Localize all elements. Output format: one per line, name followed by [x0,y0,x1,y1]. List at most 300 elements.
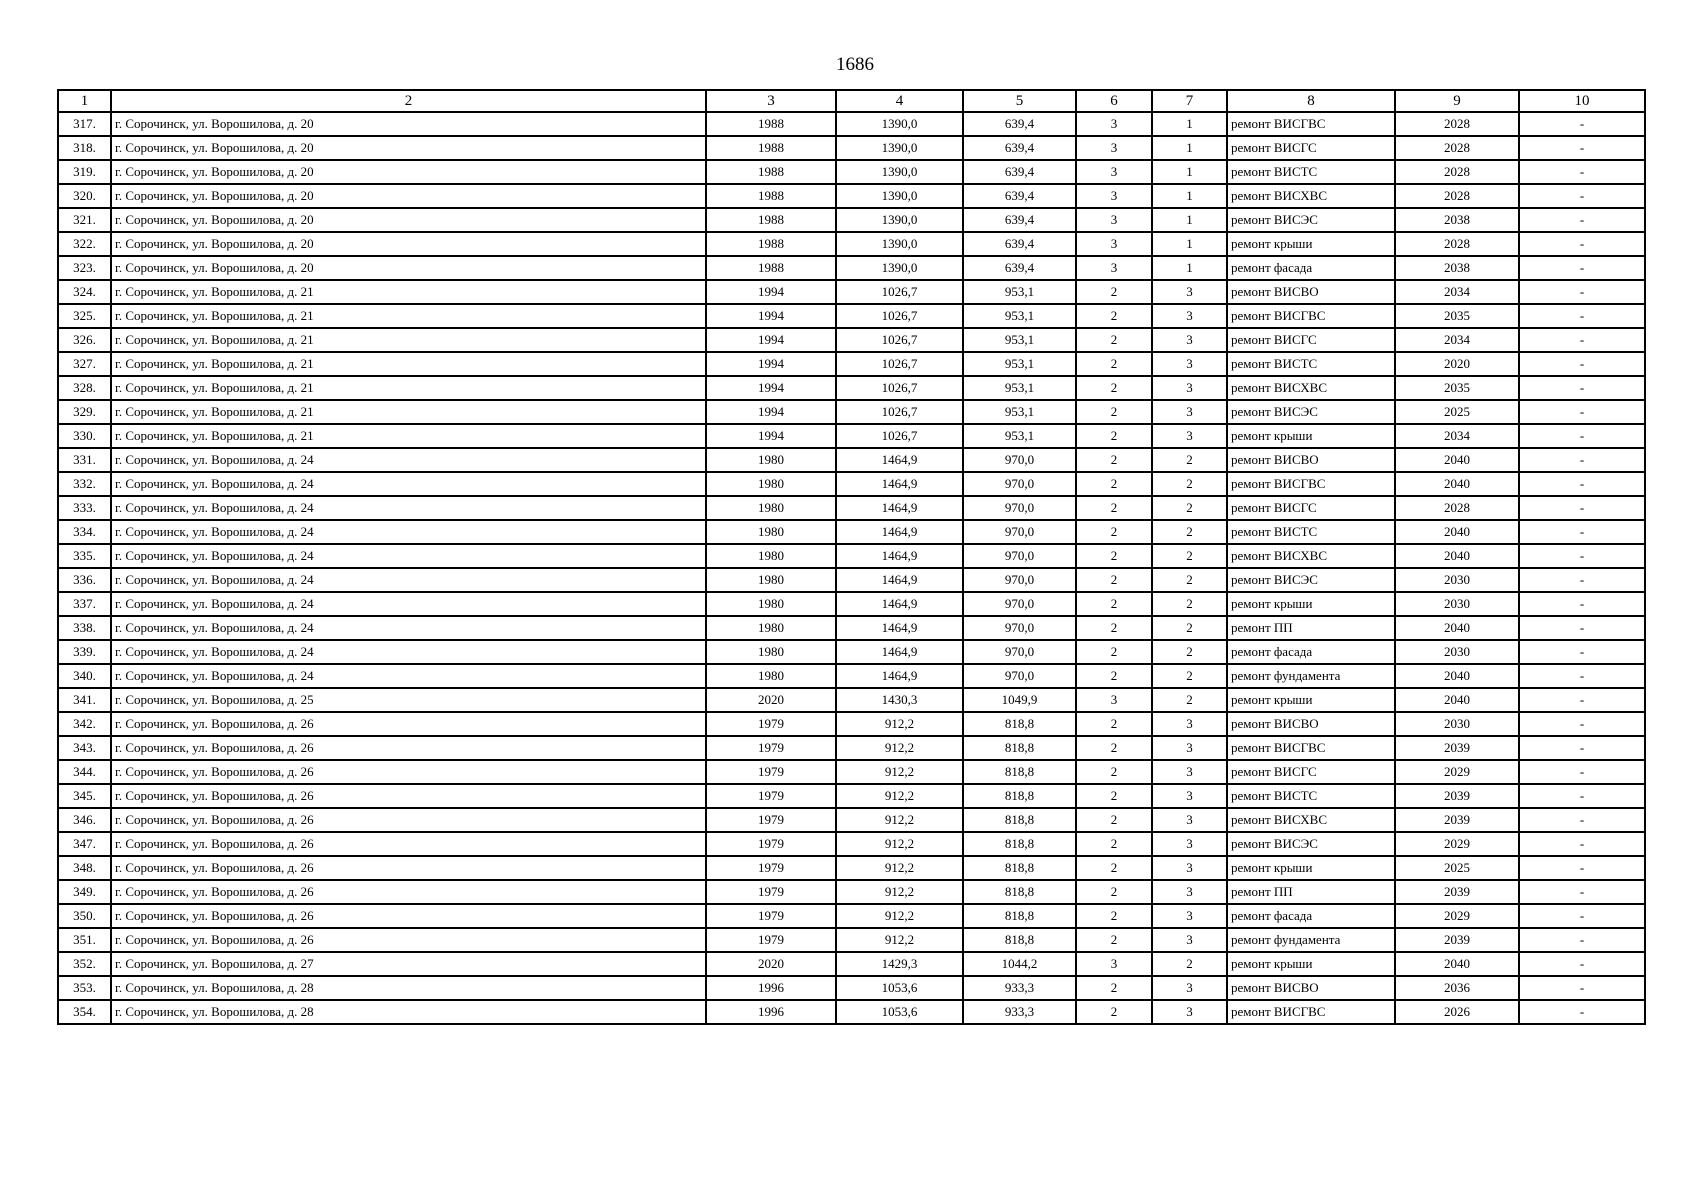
area-living-cell: 639,4 [963,112,1076,136]
note-cell: - [1519,256,1645,280]
entrances-cell: 1 [1152,256,1227,280]
area-living-cell: 639,4 [963,208,1076,232]
area-living-cell: 639,4 [963,160,1076,184]
work-type-cell: ремонт ВИСГВС [1227,1000,1395,1024]
floors-cell: 2 [1076,760,1152,784]
note-cell: - [1519,976,1645,1000]
area-living-cell: 970,0 [963,616,1076,640]
work-type-cell: ремонт ПП [1227,616,1395,640]
area-living-cell: 953,1 [963,280,1076,304]
entrances-cell: 3 [1152,328,1227,352]
table-row [58,400,1645,424]
row-number: 319. [58,160,111,184]
area-total-cell: 1390,0 [836,112,963,136]
table-row [58,640,1645,664]
row-number: 344. [58,760,111,784]
year-cell: 1979 [706,880,836,904]
row-number: 338. [58,616,111,640]
entrances-cell: 1 [1152,184,1227,208]
floors-cell: 3 [1076,160,1152,184]
floors-cell: 2 [1076,1000,1152,1024]
year-cell: 1979 [706,784,836,808]
row-number: 325. [58,304,111,328]
area-total-cell: 1390,0 [836,256,963,280]
area-total-cell: 1390,0 [836,232,963,256]
floors-cell: 3 [1076,952,1152,976]
table-row [58,496,1645,520]
table-header-row [58,90,1645,112]
table-row [58,736,1645,760]
row-number: 323. [58,256,111,280]
work-type-cell: ремонт крыши [1227,232,1395,256]
row-number: 337. [58,592,111,616]
note-cell: - [1519,712,1645,736]
work-type-cell: ремонт ПП [1227,880,1395,904]
address-cell: г. Сорочинск, ул. Ворошилова, д. 26 [111,856,706,880]
row-number: 317. [58,112,111,136]
work-type-cell: ремонт фундамента [1227,664,1395,688]
planned-year-cell: 2029 [1395,832,1519,856]
address-cell: г. Сорочинск, ул. Ворошилова, д. 26 [111,784,706,808]
year-cell: 1988 [706,136,836,160]
area-total-cell: 1464,9 [836,664,963,688]
note-cell: - [1519,568,1645,592]
work-type-cell: ремонт ВИСВО [1227,712,1395,736]
floors-cell: 2 [1076,664,1152,688]
address-cell: г. Сорочинск, ул. Ворошилова, д. 20 [111,184,706,208]
column-header: 8 [1227,90,1395,112]
work-type-cell: ремонт крыши [1227,688,1395,712]
entrances-cell: 2 [1152,592,1227,616]
entrances-cell: 2 [1152,952,1227,976]
address-cell: г. Сорочинск, ул. Ворошилова, д. 20 [111,112,706,136]
floors-cell: 2 [1076,568,1152,592]
year-cell: 1979 [706,904,836,928]
note-cell: - [1519,760,1645,784]
work-type-cell: ремонт ВИСТС [1227,520,1395,544]
address-cell: г. Сорочинск, ул. Ворошилова, д. 26 [111,712,706,736]
year-cell: 1980 [706,664,836,688]
planned-year-cell: 2025 [1395,856,1519,880]
table-row [58,448,1645,472]
entrances-cell: 1 [1152,136,1227,160]
table-row [58,592,1645,616]
row-number: 342. [58,712,111,736]
floors-cell: 2 [1076,592,1152,616]
address-cell: г. Сорочинск, ул. Ворошилова, д. 24 [111,520,706,544]
address-cell: г. Сорочинск, ул. Ворошилова, д. 20 [111,136,706,160]
area-total-cell: 1429,3 [836,952,963,976]
year-cell: 1994 [706,424,836,448]
row-number: 321. [58,208,111,232]
note-cell: - [1519,352,1645,376]
repair-schedule-table [57,89,1646,1025]
area-total-cell: 1464,9 [836,448,963,472]
note-cell: - [1519,208,1645,232]
note-cell: - [1519,328,1645,352]
area-total-cell: 1390,0 [836,136,963,160]
floors-cell: 2 [1076,328,1152,352]
work-type-cell: ремонт ВИСГС [1227,328,1395,352]
planned-year-cell: 2028 [1395,112,1519,136]
area-living-cell: 818,8 [963,784,1076,808]
row-number: 354. [58,1000,111,1024]
area-living-cell: 953,1 [963,424,1076,448]
year-cell: 1994 [706,352,836,376]
floors-cell: 2 [1076,736,1152,760]
column-header: 1 [58,90,111,112]
work-type-cell: ремонт ВИСГС [1227,136,1395,160]
address-cell: г. Сорочинск, ул. Ворошилова, д. 21 [111,424,706,448]
row-number: 329. [58,400,111,424]
planned-year-cell: 2039 [1395,928,1519,952]
planned-year-cell: 2028 [1395,496,1519,520]
area-total-cell: 912,2 [836,880,963,904]
note-cell: - [1519,424,1645,448]
floors-cell: 2 [1076,856,1152,880]
floors-cell: 3 [1076,112,1152,136]
row-number: 328. [58,376,111,400]
planned-year-cell: 2029 [1395,760,1519,784]
area-total-cell: 1464,9 [836,568,963,592]
floors-cell: 2 [1076,448,1152,472]
floors-cell: 3 [1076,256,1152,280]
floors-cell: 3 [1076,136,1152,160]
row-number: 322. [58,232,111,256]
table-row [58,304,1645,328]
note-cell: - [1519,784,1645,808]
area-total-cell: 912,2 [836,712,963,736]
note-cell: - [1519,544,1645,568]
work-type-cell: ремонт ВИСГВС [1227,736,1395,760]
table-row [58,160,1645,184]
area-living-cell: 953,1 [963,376,1076,400]
planned-year-cell: 2040 [1395,952,1519,976]
work-type-cell: ремонт ВИСХВС [1227,376,1395,400]
area-total-cell: 1053,6 [836,976,963,1000]
entrances-cell: 3 [1152,304,1227,328]
row-number: 348. [58,856,111,880]
area-total-cell: 912,2 [836,904,963,928]
area-living-cell: 970,0 [963,640,1076,664]
year-cell: 1979 [706,832,836,856]
area-living-cell: 970,0 [963,472,1076,496]
note-cell: - [1519,832,1645,856]
area-living-cell: 818,8 [963,880,1076,904]
area-living-cell: 953,1 [963,304,1076,328]
row-number: 334. [58,520,111,544]
floors-cell: 2 [1076,376,1152,400]
row-number: 327. [58,352,111,376]
area-total-cell: 912,2 [836,928,963,952]
table-row [58,544,1645,568]
table-row [58,904,1645,928]
work-type-cell: ремонт ВИСТС [1227,160,1395,184]
row-number: 353. [58,976,111,1000]
floors-cell: 2 [1076,640,1152,664]
table-row [58,328,1645,352]
address-cell: г. Сорочинск, ул. Ворошилова, д. 24 [111,448,706,472]
note-cell: - [1519,280,1645,304]
year-cell: 1994 [706,304,836,328]
entrances-cell: 3 [1152,736,1227,760]
address-cell: г. Сорочинск, ул. Ворошилова, д. 21 [111,328,706,352]
area-total-cell: 1464,9 [836,640,963,664]
area-living-cell: 1044,2 [963,952,1076,976]
address-cell: г. Сорочинск, ул. Ворошилова, д. 24 [111,568,706,592]
area-living-cell: 818,8 [963,760,1076,784]
work-type-cell: ремонт ВИСГВС [1227,304,1395,328]
address-cell: г. Сорочинск, ул. Ворошилова, д. 28 [111,1000,706,1024]
year-cell: 1994 [706,400,836,424]
area-total-cell: 912,2 [836,856,963,880]
planned-year-cell: 2026 [1395,1000,1519,1024]
area-total-cell: 1464,9 [836,544,963,568]
floors-cell: 2 [1076,616,1152,640]
note-cell: - [1519,640,1645,664]
address-cell: г. Сорочинск, ул. Ворошилова, д. 21 [111,352,706,376]
note-cell: - [1519,136,1645,160]
table-row [58,760,1645,784]
year-cell: 1979 [706,856,836,880]
planned-year-cell: 2038 [1395,256,1519,280]
table-row [58,520,1645,544]
column-header: 3 [706,90,836,112]
row-number: 318. [58,136,111,160]
area-total-cell: 1026,7 [836,376,963,400]
area-living-cell: 639,4 [963,136,1076,160]
planned-year-cell: 2040 [1395,448,1519,472]
floors-cell: 3 [1076,232,1152,256]
area-total-cell: 1053,6 [836,1000,963,1024]
table-row [58,232,1645,256]
entrances-cell: 1 [1152,112,1227,136]
entrances-cell: 2 [1152,664,1227,688]
year-cell: 1980 [706,640,836,664]
address-cell: г. Сорочинск, ул. Ворошилова, д. 21 [111,376,706,400]
planned-year-cell: 2040 [1395,664,1519,688]
entrances-cell: 2 [1152,520,1227,544]
year-cell: 1988 [706,256,836,280]
table-row [58,424,1645,448]
entrances-cell: 3 [1152,400,1227,424]
table-row [58,880,1645,904]
entrances-cell: 2 [1152,448,1227,472]
work-type-cell: ремонт ВИСХВС [1227,184,1395,208]
note-cell: - [1519,592,1645,616]
table-row [58,1000,1645,1024]
floors-cell: 2 [1076,544,1152,568]
address-cell: г. Сорочинск, ул. Ворошилова, д. 24 [111,496,706,520]
planned-year-cell: 2029 [1395,904,1519,928]
note-cell: - [1519,448,1645,472]
note-cell: - [1519,1000,1645,1024]
planned-year-cell: 2039 [1395,880,1519,904]
year-cell: 1994 [706,328,836,352]
entrances-cell: 3 [1152,376,1227,400]
address-cell: г. Сорочинск, ул. Ворошилова, д. 28 [111,976,706,1000]
entrances-cell: 3 [1152,784,1227,808]
area-total-cell: 912,2 [836,832,963,856]
year-cell: 1994 [706,376,836,400]
work-type-cell: ремонт ВИСТС [1227,784,1395,808]
table-row [58,184,1645,208]
table-row [58,712,1645,736]
address-cell: г. Сорочинск, ул. Ворошилова, д. 20 [111,160,706,184]
area-living-cell: 953,1 [963,400,1076,424]
year-cell: 1979 [706,760,836,784]
floors-cell: 2 [1076,424,1152,448]
table-row [58,208,1645,232]
area-total-cell: 1026,7 [836,400,963,424]
row-number: 320. [58,184,111,208]
entrances-cell: 1 [1152,160,1227,184]
year-cell: 2020 [706,688,836,712]
work-type-cell: ремонт ВИСВО [1227,280,1395,304]
floors-cell: 2 [1076,808,1152,832]
address-cell: г. Сорочинск, ул. Ворошилова, д. 24 [111,544,706,568]
column-header: 10 [1519,90,1645,112]
table-row [58,928,1645,952]
row-number: 326. [58,328,111,352]
area-total-cell: 1464,9 [836,592,963,616]
planned-year-cell: 2040 [1395,544,1519,568]
area-living-cell: 953,1 [963,352,1076,376]
row-number: 339. [58,640,111,664]
work-type-cell: ремонт ВИСЭС [1227,400,1395,424]
table-row [58,352,1645,376]
year-cell: 1980 [706,568,836,592]
note-cell: - [1519,880,1645,904]
floors-cell: 2 [1076,880,1152,904]
entrances-cell: 2 [1152,616,1227,640]
address-cell: г. Сорочинск, ул. Ворошилова, д. 20 [111,232,706,256]
area-living-cell: 953,1 [963,328,1076,352]
work-type-cell: ремонт фасада [1227,640,1395,664]
table-row [58,376,1645,400]
note-cell: - [1519,184,1645,208]
floors-cell: 2 [1076,352,1152,376]
row-number: 352. [58,952,111,976]
area-total-cell: 1430,3 [836,688,963,712]
entrances-cell: 3 [1152,928,1227,952]
area-total-cell: 1026,7 [836,424,963,448]
row-number: 332. [58,472,111,496]
entrances-cell: 1 [1152,208,1227,232]
entrances-cell: 3 [1152,832,1227,856]
entrances-cell: 1 [1152,232,1227,256]
planned-year-cell: 2028 [1395,232,1519,256]
planned-year-cell: 2030 [1395,640,1519,664]
entrances-cell: 3 [1152,808,1227,832]
planned-year-cell: 2034 [1395,328,1519,352]
table-row [58,256,1645,280]
row-number: 347. [58,832,111,856]
note-cell: - [1519,112,1645,136]
area-living-cell: 818,8 [963,712,1076,736]
table-row [58,976,1645,1000]
entrances-cell: 3 [1152,904,1227,928]
work-type-cell: ремонт фасада [1227,904,1395,928]
area-living-cell: 639,4 [963,256,1076,280]
area-total-cell: 1026,7 [836,352,963,376]
table-row [58,664,1645,688]
area-total-cell: 912,2 [836,760,963,784]
area-living-cell: 970,0 [963,496,1076,520]
area-living-cell: 818,8 [963,904,1076,928]
planned-year-cell: 2034 [1395,424,1519,448]
note-cell: - [1519,952,1645,976]
column-header: 7 [1152,90,1227,112]
year-cell: 1980 [706,448,836,472]
entrances-cell: 2 [1152,568,1227,592]
address-cell: г. Сорочинск, ул. Ворошилова, д. 26 [111,832,706,856]
floors-cell: 2 [1076,976,1152,1000]
note-cell: - [1519,904,1645,928]
page-number: 1686 [836,54,874,75]
column-header: 5 [963,90,1076,112]
work-type-cell: ремонт фасада [1227,256,1395,280]
address-cell: г. Сорочинск, ул. Ворошилова, д. 26 [111,880,706,904]
entrances-cell: 3 [1152,424,1227,448]
planned-year-cell: 2040 [1395,520,1519,544]
work-type-cell: ремонт крыши [1227,424,1395,448]
address-cell: г. Сорочинск, ул. Ворошилова, д. 24 [111,664,706,688]
year-cell: 1980 [706,544,836,568]
planned-year-cell: 2028 [1395,136,1519,160]
row-number: 350. [58,904,111,928]
area-total-cell: 912,2 [836,808,963,832]
planned-year-cell: 2034 [1395,280,1519,304]
work-type-cell: ремонт ВИСХВС [1227,544,1395,568]
area-living-cell: 1049,9 [963,688,1076,712]
area-total-cell: 912,2 [836,736,963,760]
area-living-cell: 970,0 [963,448,1076,472]
table-body [58,112,1645,1024]
planned-year-cell: 2020 [1395,352,1519,376]
year-cell: 1988 [706,184,836,208]
table-row [58,952,1645,976]
address-cell: г. Сорочинск, ул. Ворошилова, д. 21 [111,400,706,424]
year-cell: 1988 [706,112,836,136]
year-cell: 1996 [706,1000,836,1024]
work-type-cell: ремонт ВИСВО [1227,448,1395,472]
table-row [58,136,1645,160]
entrances-cell: 3 [1152,1000,1227,1024]
floors-cell: 2 [1076,280,1152,304]
address-cell: г. Сорочинск, ул. Ворошилова, д. 20 [111,208,706,232]
work-type-cell: ремонт ВИСТС [1227,352,1395,376]
table-row [58,472,1645,496]
row-number: 336. [58,568,111,592]
note-cell: - [1519,496,1645,520]
note-cell: - [1519,472,1645,496]
note-cell: - [1519,928,1645,952]
floors-cell: 3 [1076,208,1152,232]
row-number: 346. [58,808,111,832]
work-type-cell: ремонт фундамента [1227,928,1395,952]
row-number: 349. [58,880,111,904]
work-type-cell: ремонт ВИСГВС [1227,112,1395,136]
row-number: 341. [58,688,111,712]
area-living-cell: 818,8 [963,736,1076,760]
note-cell: - [1519,376,1645,400]
area-living-cell: 639,4 [963,232,1076,256]
year-cell: 1988 [706,160,836,184]
area-total-cell: 1464,9 [836,616,963,640]
note-cell: - [1519,856,1645,880]
table-row [58,280,1645,304]
